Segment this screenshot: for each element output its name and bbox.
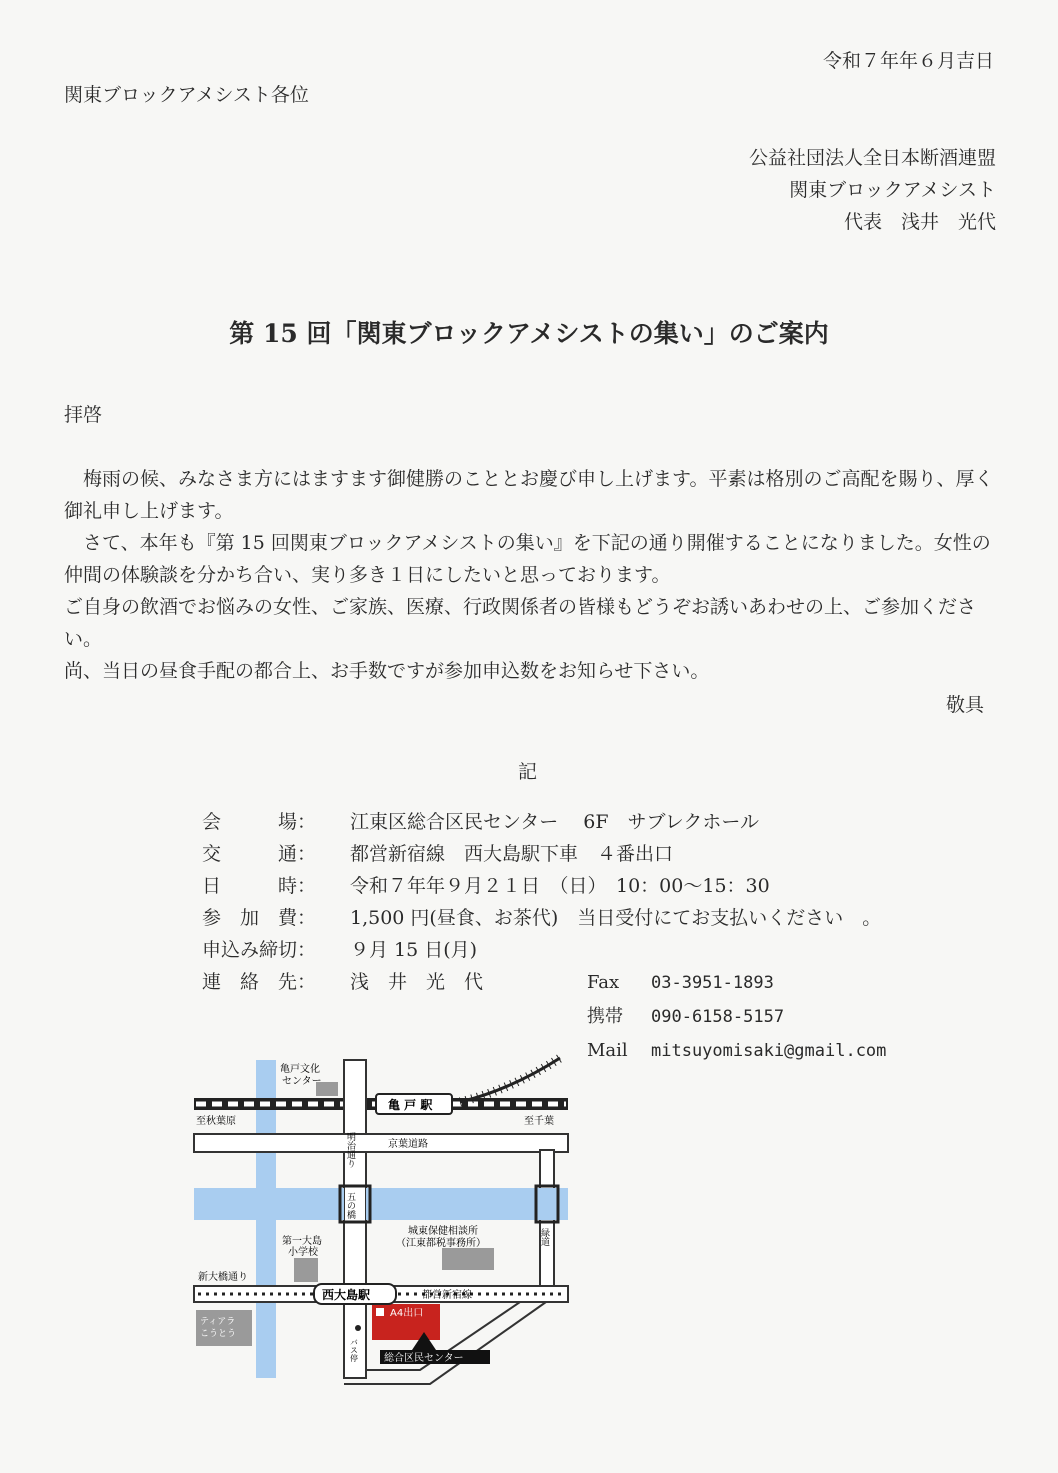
- body-paragraph-1: 梅雨の候、みなさま方にはますます御健勝のこととお慶び申し上げます。平素は格別のご高配を賜り、厚く御礼申し上げます。: [64, 468, 994, 522]
- river-horizontal-overlay-right: [366, 1188, 568, 1220]
- map-label-kameido-station: 亀 戸 駅: [388, 1098, 433, 1112]
- map-label-gonohashi: 五の橋: [345, 1192, 355, 1219]
- detail-venue: [202, 806, 881, 838]
- detail-value: 令和７年年９月２１日 （日） 10：00～15：30: [350, 875, 770, 897]
- greeting: 拝啓: [64, 404, 103, 426]
- detail-datetime: [202, 870, 881, 902]
- closing: 敬具: [945, 694, 984, 716]
- daiichi-ojima-school-building: [294, 1258, 318, 1282]
- contact-value: mitsuyomisaki@gmail.com: [651, 1041, 887, 1061]
- document-date: 令和７年年６月吉日: [822, 50, 994, 72]
- jr-branch-ticks: [460, 1058, 560, 1102]
- sender-block: [749, 142, 996, 238]
- detail-label: 申込み締切：: [202, 939, 317, 961]
- letter-body: [64, 463, 1004, 687]
- contact-fax: [587, 966, 886, 1000]
- map-label-to-chiba: 至千葉: [524, 1116, 554, 1127]
- meiji-dori-road: [344, 1060, 366, 1378]
- map-label-to-akihabara: 至秋葉原: [196, 1116, 236, 1127]
- map-label-sogo-center: 総合区民センター: [384, 1353, 464, 1364]
- contact-list: [587, 966, 886, 1068]
- detail-deadline: [202, 934, 881, 966]
- map-label-daiichi-ojima: 第一大島: [282, 1236, 322, 1247]
- joto-hoken-building: [442, 1248, 494, 1270]
- detail-label: 日 時：: [202, 875, 317, 897]
- contact-label: Fax: [587, 972, 620, 993]
- map-label-joto-hoken: 城東保健相談所: [408, 1226, 478, 1237]
- contact-value: 090-6158-5157: [651, 1007, 785, 1027]
- sender-representative: 代表 浅井 光代: [843, 211, 996, 233]
- map-label-meiji-dori: 明治通り: [345, 1132, 355, 1168]
- jr-branch: [460, 1058, 560, 1102]
- map-label-bus-stop: バス停: [349, 1338, 359, 1362]
- body-paragraph-4: 尚、当日の昼食手配の都合上、お手数ですが参加申込数をお知らせ下さい。: [64, 660, 710, 682]
- addressee: 関東ブロックアメシスト各位: [64, 84, 309, 106]
- ki-heading: 記: [518, 761, 538, 783]
- contact-value: 03-3951-1893: [651, 973, 774, 993]
- detail-fee: [202, 902, 881, 934]
- contact-label: 携帯: [587, 1006, 623, 1027]
- detail-value: 1,500 円(昼食、お茶代) 当日受付にてお支払いください 。: [350, 907, 882, 929]
- tiara-koto-building: [196, 1310, 252, 1346]
- map-label-ryokudo: 緑道: [539, 1228, 549, 1246]
- detail-label: 連 絡 先：: [202, 971, 317, 993]
- map-label-nishi-ojima-station: 西大島駅: [322, 1288, 371, 1302]
- detail-label: 交 通：: [202, 843, 317, 865]
- map-label-tiara: ティアラ: [200, 1317, 236, 1327]
- map-label-joto-hoken-sub: （江東都税事務所）: [396, 1238, 486, 1249]
- map-label-toei-shinjuku: 都営新宿線: [422, 1290, 472, 1301]
- body-paragraph-3: ご自身の飲酒でお悩みの女性、ご家族、医療、行政関係者の皆様もどうぞお誘いあわせの上、ご参加ください。: [64, 596, 977, 650]
- sender-group: 関東ブロックアメシスト: [789, 179, 996, 201]
- body-paragraph-2: さて、本年も『第 15 回関東ブロックアメシストの集い』を下記の通り開催することになりました。女性の仲間の体験談を分かち合い、実り多き１日にしたいと思っております。: [64, 532, 991, 586]
- map-label-koto: こうとう: [200, 1329, 237, 1339]
- map-label-shin-ohashi-dori: 新大橋通り: [198, 1272, 248, 1283]
- detail-value: 浅 井 光 代: [350, 971, 484, 993]
- sender-organization: 公益社団法人全日本断酒連盟: [748, 147, 996, 169]
- contact-label: Mail: [587, 1040, 628, 1061]
- detail-access: [202, 838, 881, 870]
- map-label-exit-a4: A4出口: [390, 1308, 424, 1319]
- detail-label: 会 場：: [202, 811, 317, 833]
- river-vertical-overlay: [256, 1154, 276, 1186]
- exit-square: [376, 1308, 384, 1316]
- page-title: 第 15 回「関東ブロックアメシストの集い」のご案内: [229, 319, 829, 348]
- detail-value: ９月 15 日(月): [350, 939, 478, 961]
- river-horizontal-overlay: [194, 1188, 344, 1220]
- map-label-school: 小学校: [288, 1247, 318, 1258]
- keiyo-road: [194, 1134, 568, 1152]
- access-map: [190, 1050, 580, 1390]
- detail-value: 江東区総合区民センター 6F サブレクホール: [350, 811, 760, 833]
- contact-mobile: [587, 1000, 886, 1034]
- map-label-keiyo-dori: 京葉道路: [388, 1139, 428, 1150]
- map-label-center: センター: [282, 1076, 322, 1087]
- detail-label: 参 加 費：: [202, 907, 317, 929]
- detail-value: 都営新宿線 西大島駅下車 ４番出口: [350, 843, 674, 865]
- bus-stop-icon: [355, 1325, 361, 1331]
- map-label-kameido-bunka: 亀戸文化: [280, 1064, 320, 1075]
- contact-mail: [587, 1034, 886, 1068]
